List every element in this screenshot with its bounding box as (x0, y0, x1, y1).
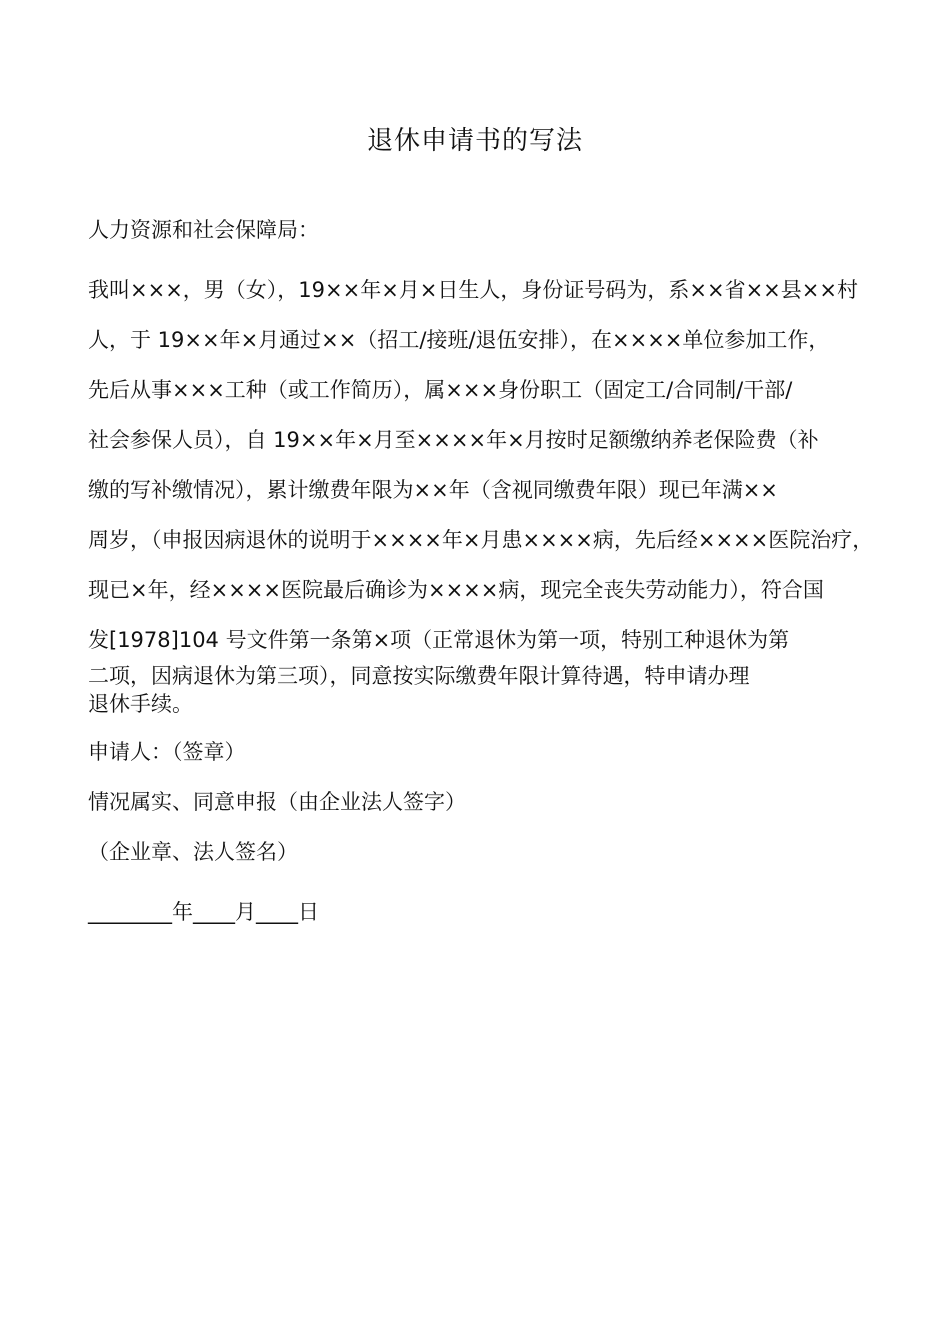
body-line-4: 社会参保人员），自 19××年×月至××××年×月按时足额缴纳养老保险费（补 (88, 428, 819, 452)
body-line-3: 先后从事×××工种（或工作简历），属×××身份职工（固定工/合同制/干部/ (88, 378, 793, 402)
body-line-5: 缴的写补缴情况），累计缴费年限为××年（含视同缴费年限）现已年满×× (88, 478, 778, 502)
document-title: 退休申请书的写法 (366, 126, 583, 156)
body-line-2: 人，于 19××年×月通过××（招工/接班/退伍安排），在××××单位参加工作， (88, 328, 830, 352)
applicant-signature-line: 申请人：（签章） (88, 740, 246, 764)
body-line-10: 退休手续。 (88, 692, 193, 716)
body-line-7: 现已×年，经××××医院最后确诊为××××病，现完全丧失劳动能力），符合国 (88, 578, 824, 602)
body-line-9: 二项，因病退休为第三项），同意按实际缴费年限计算待遇，特申请办理 (88, 664, 750, 688)
salutation: 人力资源和社会保障局： (88, 218, 319, 242)
seal-line: （企业章、法人签名） (88, 840, 298, 864)
body-line-8: 发[1978]104 号文件第一条第×项（正常退休为第一项，特别工种退休为第 (88, 628, 790, 652)
verification-line: 情况属实、同意申报（由企业法人签字） (88, 790, 466, 814)
date-line: ________年____月____日 (88, 900, 319, 924)
body-line-1: 我叫×××，男（女），19××年×月×日生人，身份证号码为，系××省××县××村 (88, 278, 858, 302)
body-line-6: 周岁，（申报因病退休的说明于××××年×月患××××病，先后经××××医院治疗， (88, 528, 874, 552)
